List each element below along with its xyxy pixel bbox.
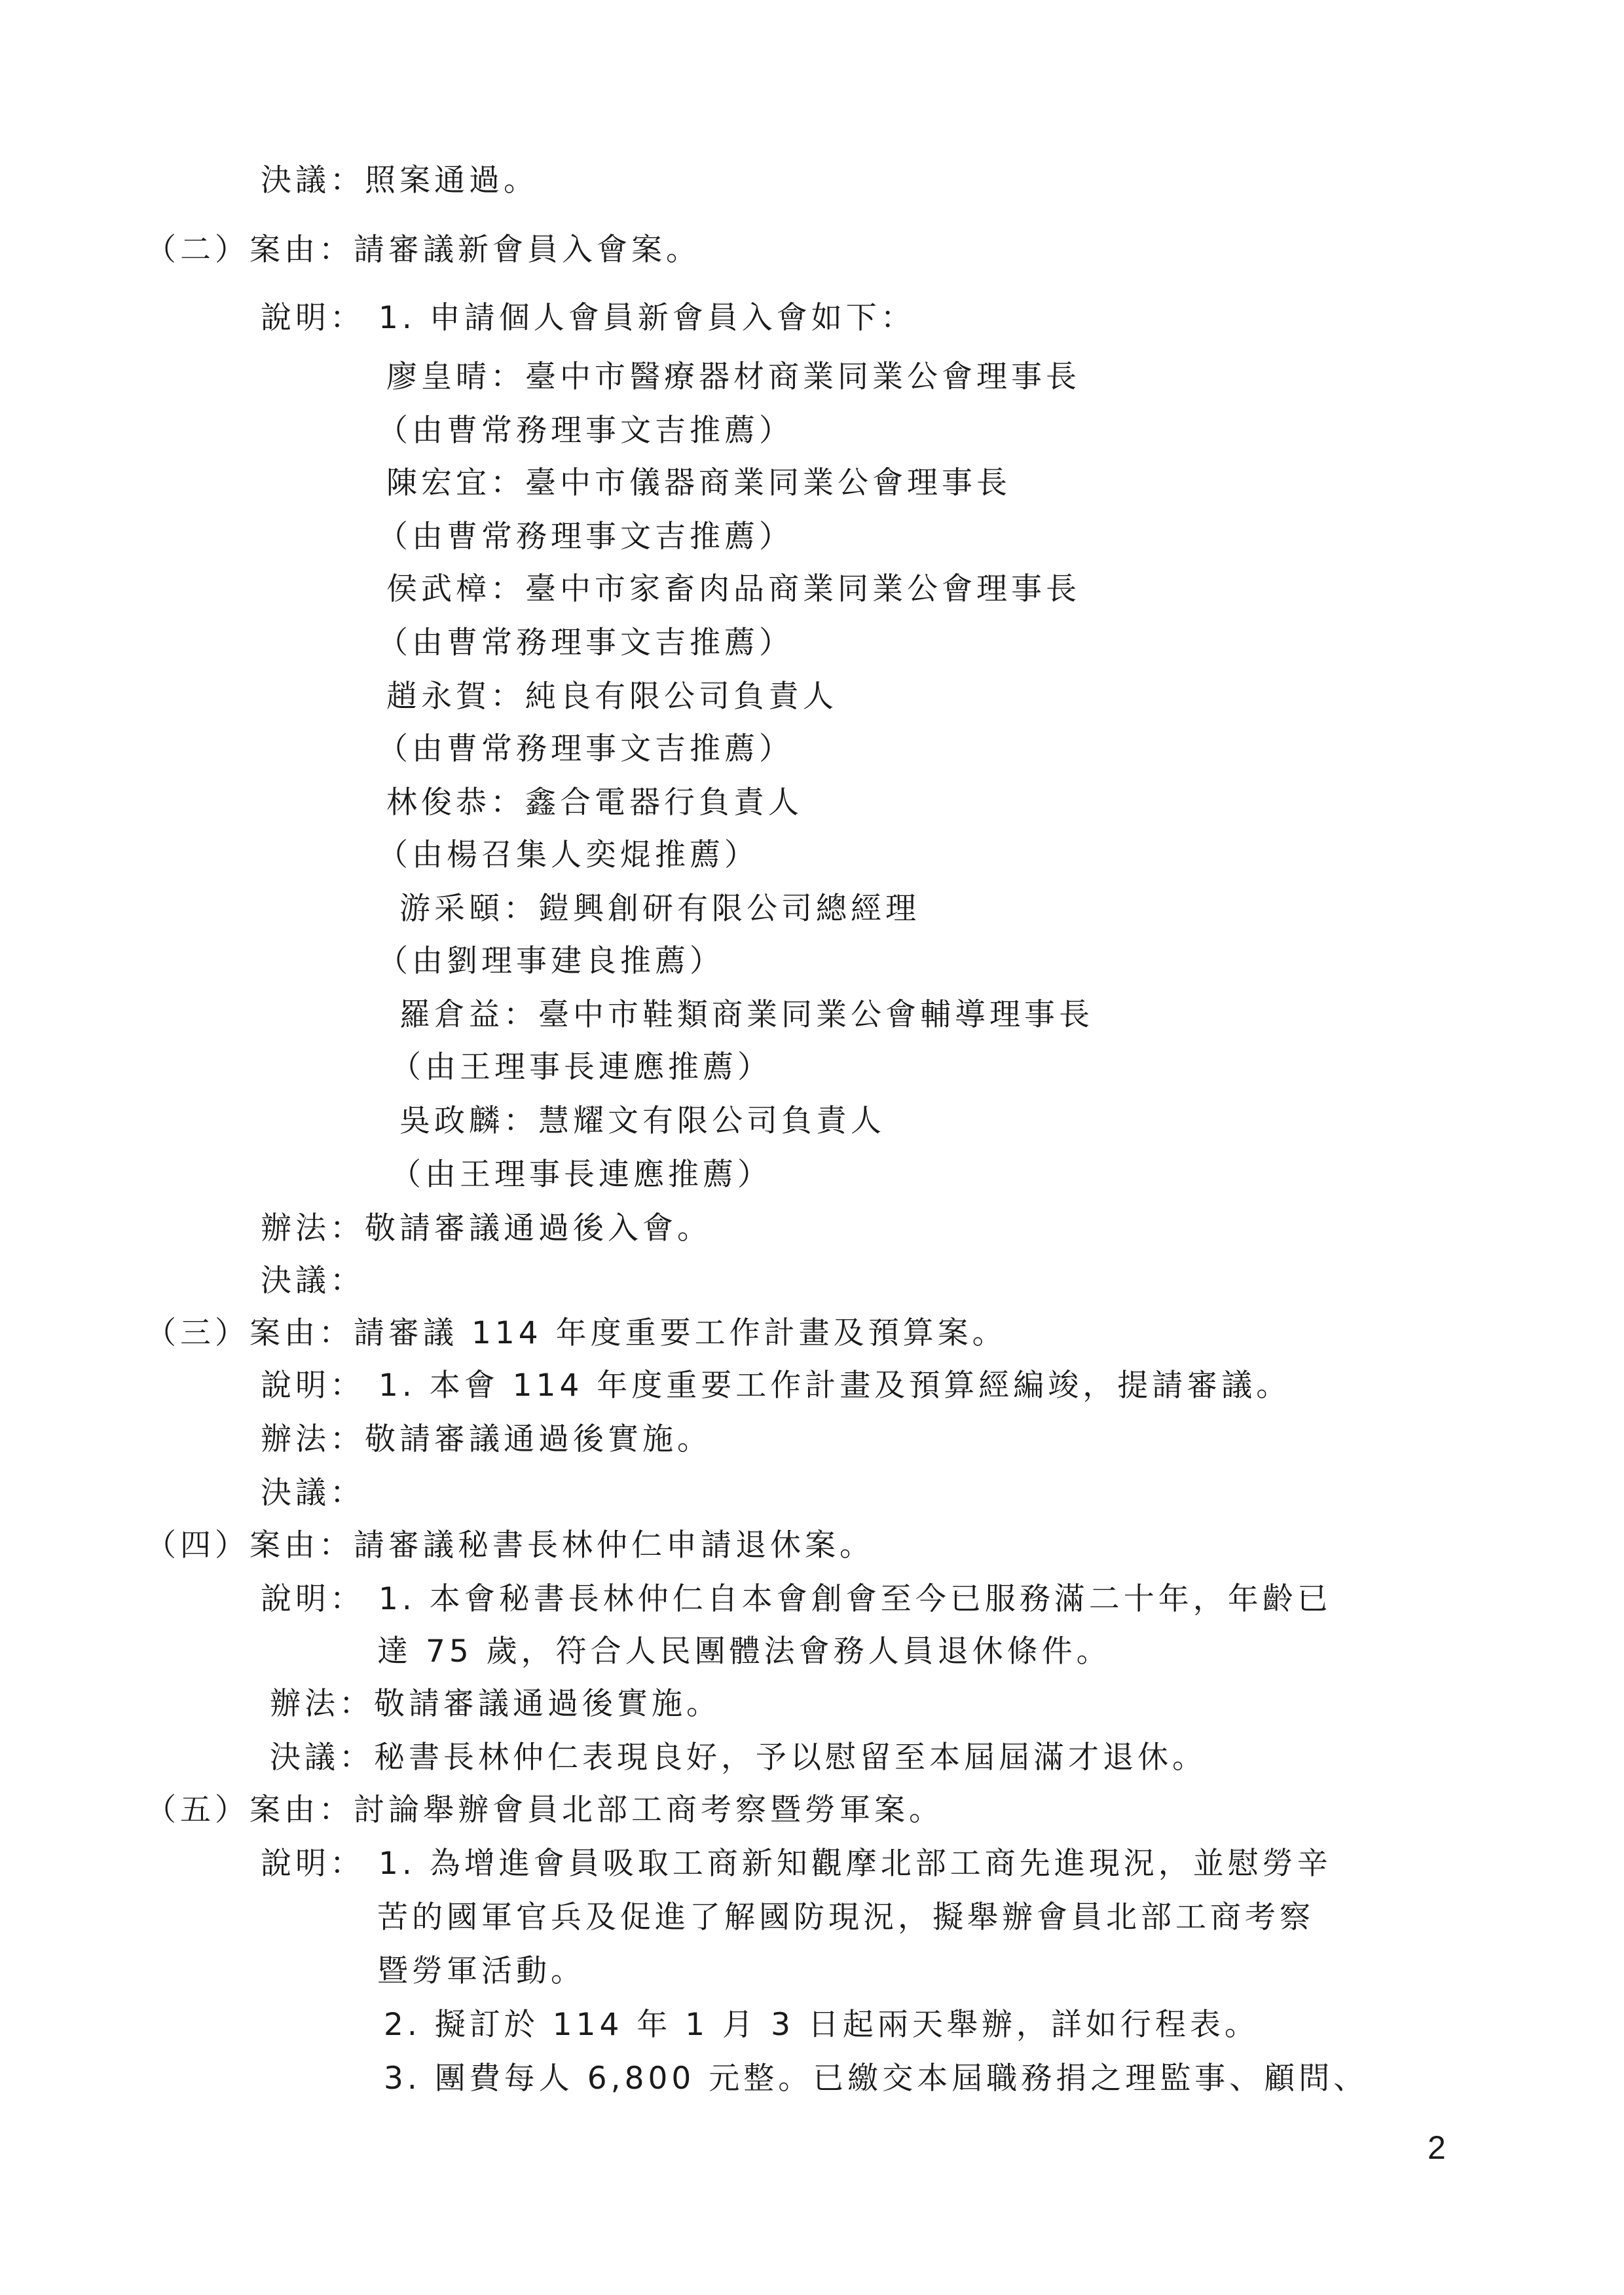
page-number: 2 (1428, 2129, 1446, 2166)
explanation-line: 說明： 1. 為增進會員吸取工商新知觀摩北部工商先進現況，並慰勞辛 (261, 1846, 1332, 1882)
member-line: 侯武樟：臺中市家畜肉品商業同業公會理事長 (386, 571, 1080, 607)
method-line: 辦法：敬請審議通過後入會。 (261, 1210, 712, 1246)
member-line: 廖皇晴：臺中市醫療器材商業同業公會理事長 (386, 359, 1080, 395)
recommender-line: （由楊召集人奕焜推薦） (377, 837, 759, 873)
explanation-line: 說明： 1. 本會 114 年度重要工作計畫及預算經編竣，提請審議。 (261, 1368, 1291, 1404)
resolution-line: 決議： (261, 1475, 365, 1511)
resolution-line: 決議：照案通過。 (261, 162, 538, 198)
explanation-continuation: 暨勞軍活動。 (377, 1953, 585, 1989)
recommender-line: （由王理事長連應推薦） (390, 1157, 772, 1193)
explanation-continuation: 苦的國軍官兵及促進了解國防現況，擬舉辦會員北部工商考察 (377, 1899, 1314, 1935)
member-line: 林俊恭：鑫合電器行負責人 (386, 785, 803, 821)
method-line: 辦法：敬請審議通過後實施。 (270, 1686, 721, 1722)
recommender-line: （由曹常務理事文吉推薦） (377, 413, 794, 449)
explanation-continuation: 達 75 歲，符合人民團體法會務人員退休條件。 (377, 1633, 1111, 1670)
recommender-line: （由曹常務理事文吉推薦） (377, 519, 794, 555)
case-heading-3: （三）案由：請審議 114 年度重要工作計畫及預算案。 (145, 1315, 1007, 1351)
member-line: 羅倉益：臺中市鞋類商業同業公會輔導理事長 (399, 997, 1094, 1033)
resolution-line: 決議： (261, 1263, 365, 1299)
member-line: 趙永賀：純良有限公司負責人 (386, 679, 838, 715)
explanation-item: 2. 擬訂於 114 年 1 月 3 日起兩天舉辦，詳如行程表。 (384, 2007, 1259, 2043)
member-line: 游采頤：鎧興創研有限公司總經理 (399, 891, 920, 927)
recommender-line: （由曹常務理事文吉推薦） (377, 731, 794, 767)
explanation-item: 3. 團費每人 6,800 元整。已繳交本屆職務捐之理監事、顧問、 (384, 2061, 1369, 2097)
case-heading-5: （五）案由：討論舉辦會員北部工商考察暨勞軍案。 (145, 1792, 944, 1828)
member-line: 陳宏宜：臺中市儀器商業同業公會理事長 (386, 465, 1011, 501)
resolution-line: 決議：秘書長林仲仁表現良好，予以慰留至本屆屆滿才退休。 (270, 1740, 1207, 1776)
recommender-line: （由王理事長連應推薦） (390, 1049, 772, 1085)
member-line: 吳政麟：慧耀文有限公司負責人 (399, 1103, 885, 1139)
method-line: 辦法：敬請審議通過後實施。 (261, 1421, 712, 1457)
explanation-line: 說明： 1. 申請個人會員新會員入會如下： (261, 300, 915, 336)
case-heading-2: （二）案由：請審議新會員入會案。 (145, 232, 701, 268)
case-heading-4: （四）案由：請審議秘書長林仲仁申請退休案。 (145, 1527, 874, 1563)
recommender-line: （由劉理事建良推薦） (377, 943, 724, 979)
explanation-line: 說明： 1. 本會秘書長林仲仁自本會創會至今已服務滿二十年，年齡已 (261, 1581, 1332, 1617)
recommender-line: （由曹常務理事文吉推薦） (377, 625, 794, 661)
